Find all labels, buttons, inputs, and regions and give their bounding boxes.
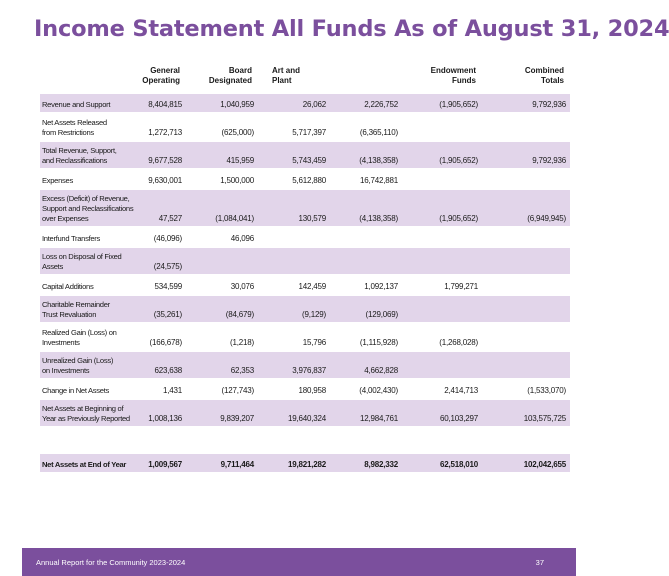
row-net-assets-released [40, 114, 570, 140]
cell-general-operating: 9,630,001 [148, 176, 182, 185]
cell-combined-totals [482, 228, 570, 246]
cell-board-designated: 1,500,000 [220, 176, 254, 185]
row-revenue-and-support [40, 94, 570, 112]
row-label: Capital Additions [42, 282, 94, 291]
cell-combined-totals: (1,533,070) [527, 386, 566, 395]
row-total-revenue [40, 142, 570, 168]
cell-endowment-funds: (1,268,028) [439, 338, 478, 347]
cell-general-operating: (46,096) [153, 234, 182, 243]
cell-combined-totals: (6,949,945) [482, 190, 570, 226]
cell-general-operating: 47,527 [138, 190, 186, 226]
cell-endowment-funds: 2,414,713 [444, 386, 478, 395]
cell-board-designated: 9,839,207 [186, 400, 258, 426]
row-loss-on-disposal [40, 248, 570, 274]
cell-column-4: (4,138,358) [330, 190, 402, 226]
cell-board-designated: (625,000) [221, 128, 254, 137]
cell-combined-totals [482, 352, 570, 378]
cell-combined-totals: 102,042,655 [482, 454, 570, 472]
cell-general-operating: 623,638 [138, 352, 186, 378]
cell-endowment-funds: (1,905,652) [402, 142, 482, 168]
row-label: Realized Gain (Loss) on Investments [42, 328, 117, 347]
cell-general-operating: 1,272,713 [148, 128, 182, 137]
cell-board-designated: 62,353 [186, 352, 258, 378]
cell-art-and-plant [258, 248, 330, 274]
cell-column-4 [330, 228, 402, 246]
cell-column-4: (1,115,928) [359, 338, 398, 347]
cell-column-4: 4,662,828 [330, 352, 402, 378]
cell-board-designated: (84,679) [186, 296, 258, 322]
cell-endowment-funds [402, 352, 482, 378]
col-header-endowment-funds: Endowment Funds [430, 66, 476, 85]
cell-endowment-funds [402, 228, 482, 246]
cell-art-and-plant: 15,796 [302, 338, 326, 347]
cell-art-and-plant: 142,459 [298, 282, 326, 291]
cell-combined-totals [482, 324, 570, 350]
row-label-header [40, 66, 138, 92]
row-capital-additions [40, 276, 570, 294]
cell-art-and-plant: 3,976,837 [258, 352, 330, 378]
page-number: 37 [535, 557, 544, 567]
row-label: Loss on Disposal of Fixed Assets [40, 248, 138, 274]
cell-general-operating: (24,575) [138, 248, 186, 274]
cell-general-operating: 1,008,136 [138, 400, 186, 426]
spacer-row [40, 428, 570, 452]
row-label: Charitable Remainder Trust Revaluation [40, 296, 138, 322]
row-label: Net Assets at Beginning of Year as Previously Reported [40, 400, 138, 426]
income-statement-table [40, 64, 570, 474]
cell-combined-totals [482, 114, 570, 140]
page-title: Income Statement All Funds As of August 31, 2024 [34, 16, 669, 42]
cell-column-4: (4,002,430) [359, 386, 398, 395]
cell-endowment-funds [402, 114, 482, 140]
cell-endowment-funds: (1,905,652) [402, 94, 482, 112]
cell-column-4: 8,982,332 [330, 454, 402, 472]
cell-art-and-plant: 180,958 [298, 386, 326, 395]
cell-combined-totals [482, 296, 570, 322]
cell-combined-totals: 9,792,936 [482, 94, 570, 112]
cell-endowment-funds: 62,518,010 [402, 454, 482, 472]
row-net-assets-end [40, 454, 570, 472]
row-change-in-net-assets [40, 380, 570, 398]
cell-general-operating: 9,677,528 [138, 142, 186, 168]
row-net-assets-beginning [40, 400, 570, 426]
cell-general-operating: 8,404,815 [138, 94, 186, 112]
cell-endowment-funds: 1,799,271 [444, 282, 478, 291]
cell-board-designated [186, 248, 258, 274]
col-header-board-designated: Board Designated [208, 66, 252, 85]
column-header-row [40, 66, 570, 92]
row-label: Change in Net Assets [42, 386, 110, 395]
row-label: Interfund Transfers [42, 234, 101, 243]
cell-endowment-funds: (1,905,652) [402, 190, 482, 226]
cell-art-and-plant: 5,743,459 [258, 142, 330, 168]
cell-column-4 [330, 248, 402, 274]
footer-report-title: Annual Report for the Community 2023-2024 [36, 557, 186, 567]
row-expenses [40, 170, 570, 188]
cell-endowment-funds: 60,103,297 [402, 400, 482, 426]
footer-bar [22, 548, 576, 576]
cell-board-designated: (1,084,041) [186, 190, 258, 226]
row-realized-gain [40, 324, 570, 350]
cell-board-designated: (1,218) [230, 338, 254, 347]
cell-column-4: 2,226,752 [330, 94, 402, 112]
cell-board-designated: 46,096 [230, 234, 254, 243]
row-label: Net Assets Released from Restrictions [42, 118, 107, 137]
cell-general-operating: 534,599 [154, 282, 182, 291]
cell-column-4: 16,742,881 [359, 176, 398, 185]
cell-column-4: 12,984,761 [330, 400, 402, 426]
row-label: Unrealized Gain (Loss) on Investments [40, 352, 138, 378]
col-header-general-operating: General Operating [142, 66, 180, 85]
cell-art-and-plant: 26,062 [258, 94, 330, 112]
row-charitable-remainder [40, 296, 570, 322]
row-interfund-transfers [40, 228, 570, 246]
cell-combined-totals [482, 170, 570, 188]
cell-endowment-funds [402, 248, 482, 274]
cell-column-4: 1,092,137 [364, 282, 398, 291]
cell-combined-totals: 9,792,936 [482, 142, 570, 168]
cell-endowment-funds [402, 296, 482, 322]
row-label: Expenses [42, 176, 73, 185]
cell-art-and-plant: 5,717,397 [292, 128, 326, 137]
row-unrealized-gain [40, 352, 570, 378]
cell-combined-totals: 103,575,725 [482, 400, 570, 426]
cell-board-designated: 1,040,959 [186, 94, 258, 112]
cell-board-designated: 30,076 [230, 282, 254, 291]
cell-art-and-plant: 19,821,282 [258, 454, 330, 472]
cell-general-operating: (35,261) [138, 296, 186, 322]
cell-art-and-plant: 19,640,324 [258, 400, 330, 426]
cell-art-and-plant: (9,129) [258, 296, 330, 322]
cell-general-operating: 1,009,567 [138, 454, 186, 472]
cell-column-4: (4,138,358) [330, 142, 402, 168]
row-excess-deficit [40, 190, 570, 226]
cell-combined-totals [482, 276, 570, 294]
col-header-blank [330, 66, 402, 92]
col-header-art-and-plant: Art and Plant [272, 66, 300, 85]
cell-board-designated: 9,711,464 [186, 454, 258, 472]
cell-art-and-plant: 5,612,880 [292, 176, 326, 185]
row-label: Net Assets at End of Year [40, 454, 138, 472]
col-header-combined-totals: Combined Totals [524, 66, 564, 85]
cell-art-and-plant [258, 228, 330, 246]
cell-board-designated: (127,743) [221, 386, 254, 395]
cell-column-4: (129,069) [330, 296, 402, 322]
cell-endowment-funds [402, 170, 482, 188]
row-label: Excess (Deficit) of Revenue, Support and Reclassifications over Expenses [40, 190, 138, 226]
row-label: Total Revenue, Support, and Reclassifications [40, 142, 138, 168]
cell-art-and-plant: 130,579 [258, 190, 330, 226]
cell-combined-totals [482, 248, 570, 274]
row-label: Revenue and Support [40, 94, 138, 112]
cell-general-operating: (166,678) [149, 338, 182, 347]
cell-general-operating: 1,431 [162, 386, 182, 395]
cell-column-4: (6,365,110) [359, 128, 398, 137]
cell-board-designated: 415,959 [186, 142, 258, 168]
